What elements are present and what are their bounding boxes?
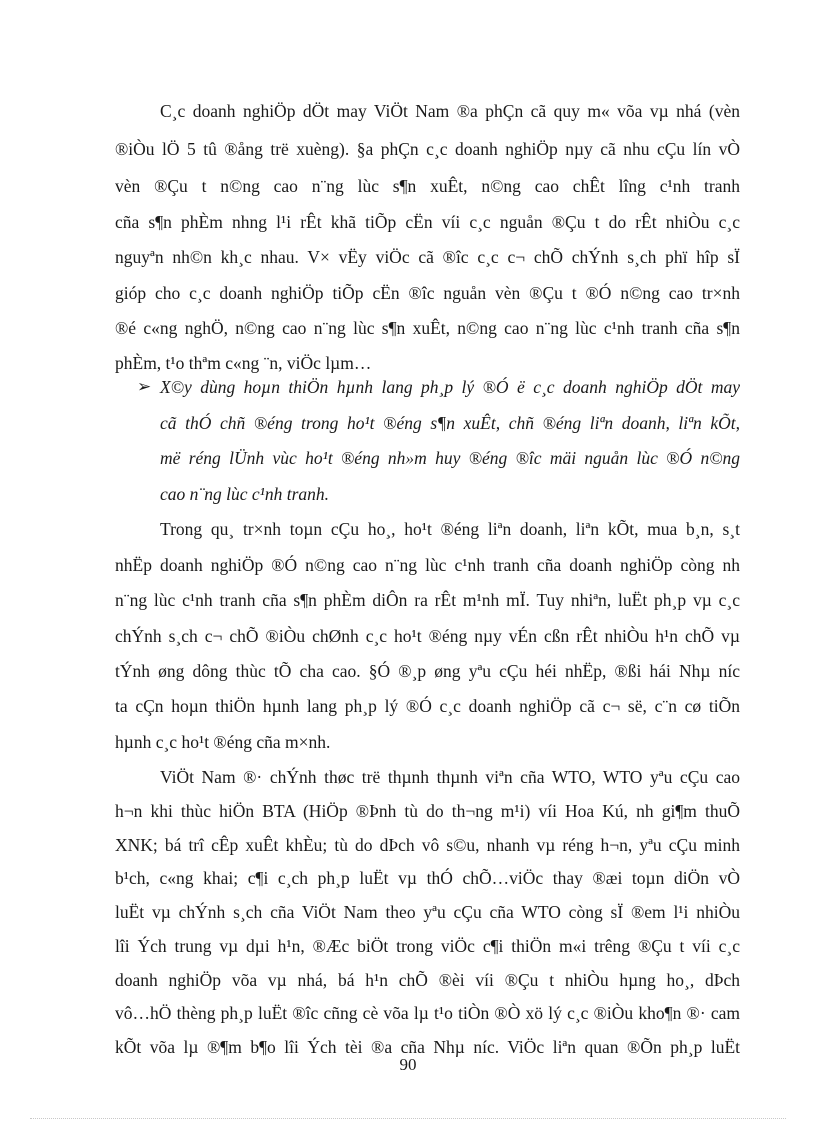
paragraph-line: b¹ch, c«ng khai; c¶i c¸ch ph¸p luËt vµ thÓ chÕ…viÖc thay ®æi toµn diÖn vÒ [115, 868, 740, 889]
arrow-bullet-icon: ➢ [137, 377, 152, 396]
paragraph-line: vèn ®Çu t n©ng cao n¨ng lùc s¶n xuÊt, n©ng cao chÊt lîng c¹nh tranh [115, 176, 740, 196]
paragraph-line: Trong qu¸ tr×nh toµn cÇu ho¸, ho¹t ®éng liªn doanh, liªn kÕt, mua b¸n, s¸t [160, 519, 740, 539]
paragraph-line: chÝnh s¸ch c¬ chÕ ®iÒu chØnh c¸c ho¹t ®éng nµy vÉn cßn rÊt nhiÒu h¹n chÕ vµ [115, 626, 740, 646]
paragraph-line: h¬n khi thùc hiÖn BTA (HiÖp ®Þnh tù do th¬ng m¹i) víi Hoa Kú, nh gi¶m thuÕ [115, 800, 740, 821]
bullet-line: cã thÓ chñ ®éng trong ho¹t ®éng s¶n xuÊt, chñ ®éng liªn doanh, liªn kÕt, [160, 413, 740, 433]
page-number: 90 [399, 1055, 417, 1074]
paragraph-line: gióp cho c¸c doanh nghiÖp tiÕp cËn ®îc nguån vèn ®Çu t ®Ó n©ng cao tr×nh [115, 283, 740, 303]
paragraph-line: n¨ng lùc c¹nh tranh cña s¶n phÈm diÔn ra rÊt m¹nh mÏ. Tuy nhiªn, luËt ph¸p vµ c¸c [115, 590, 740, 610]
paragraph-line: hµnh c¸c ho¹t ®éng cña m×nh. [115, 732, 331, 752]
paragraph-line: nguyªn nh©n kh¸c nhau. V× vËy viÖc cã ®îc c¸c c¬ chÕ chÝnh s¸ch phï hîp sÏ [115, 247, 740, 267]
paragraph-line: ViÖt Nam ®· chÝnh thøc trë thµnh thµnh viªn cña WTO, WTO yªu cÇu cao [160, 767, 740, 787]
paragraph-line: XNK; bá trî cÊp xuÊt khÈu; tù do dÞch vô s©u, nhanh vµ réng h¬n, yªu cÇu minh [115, 834, 740, 855]
paragraph-line: luËt vµ chÝnh s¸ch cña ViÖt Nam theo yªu cÇu cña WTO còng sÏ ®em l¹i nhiÒu [115, 902, 740, 922]
paragraph-line: cña s¶n phÈm nhng l¹i rÊt khã tiÕp cËn víi c¸c nguån ®Çu t do rÊt nhiÒu c¸c [115, 212, 740, 232]
page-bottom-divider [30, 1118, 786, 1119]
paragraph-line: kÕt võa lµ ®¶m b¶o lîi Ých tèi ®a cña Nhµ níc. ViÖc liªn quan ®Õn ph¸p luËt [115, 1037, 740, 1057]
paragraph-line: ®é c«ng nghÖ, n©ng cao n¨ng lùc s¶n xuÊt, n©ng cao n¨ng lùc c¹nh tranh cña s¶n [115, 318, 740, 338]
paragraph-line: phÈm, t¹o thªm c«ng ¨n, viÖc lµm… [115, 353, 372, 373]
paragraph-line: doanh nghiÖp võa vµ nhá, bá h¹n chÕ ®èi víi ®Çu t nhiÒu hµng ho¸, dÞch [115, 969, 740, 990]
paragraph-line: nhËp doanh nghiÖp ®Ó n©ng cao n¨ng lùc c¹nh tranh cña doanh nghiÖp còng nh [115, 555, 740, 575]
paragraph-line: lîi Ých trung vµ dµi h¹n, ®Æc biÖt trong viÖc c¶i thiÖn m«i trêng ®Çu t víi c¸c [115, 935, 740, 956]
paragraph-line: C¸c doanh nghiÖp dÖt may ViÖt Nam ®a phÇn cã quy m« võa vµ nhá (vèn [160, 101, 740, 121]
paragraph-line: ta cÇn hoµn thiÖn hµnh lang ph¸p lý ®Ó c¸c doanh nghiÖp cã c¬ së, c¨n cø tiÕn [115, 696, 740, 716]
paragraph-line: vô…hÖ thèng ph¸p luËt ®îc cñng cè võa lµ t¹o tiÒn ®Ò xö lý c¸c ®iÒu kho¶n ®· cam [115, 1003, 740, 1024]
bullet-line: X©y dùng hoµn thiÖn hµnh lang ph¸p lý ®Ó ë c¸c doanh nghiÖp dÖt may [160, 377, 740, 397]
bullet-line: më réng lÜnh vùc ho¹t ®éng nh»m huy ®éng ®îc mäi nguån lùc ®Ó n©ng [160, 448, 740, 468]
paragraph-line: ®iÒu lÖ 5 tû ®ång trë xuèng). §a phÇn c¸c doanh nghiÖp nµy cã nhu cÇu lín vÒ [115, 139, 740, 159]
paragraph-line: tÝnh øng dông thùc tÕ cha cao. §Ó ®¸p øng yªu cÇu héi nhËp, ®ßi hái Nhµ níc [115, 661, 740, 681]
bullet-line: cao n¨ng lùc c¹nh tranh. [160, 484, 330, 504]
